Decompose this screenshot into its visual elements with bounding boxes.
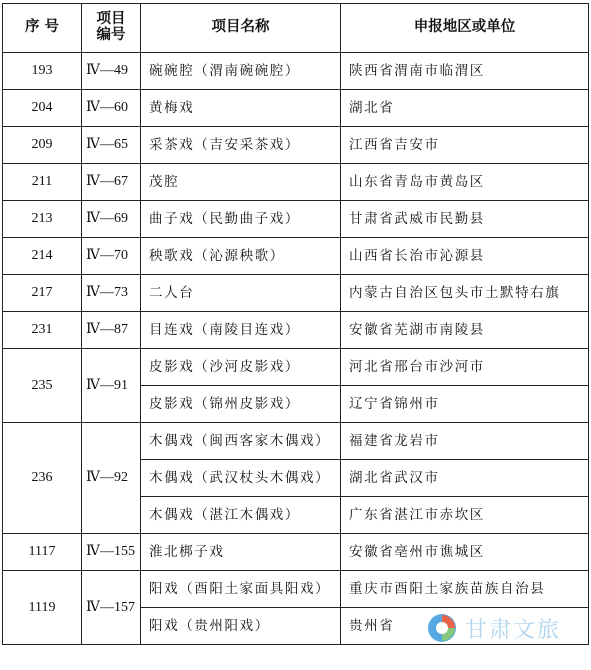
table-row	[3, 53, 589, 90]
cell-name: 木偶戏（闽西客家木偶戏）	[141, 423, 341, 460]
cell-region: 重庆市酉阳土家族苗族自治县	[341, 571, 589, 608]
cell-region: 内蒙古自治区包头市土默特右旗	[341, 275, 589, 312]
cell-region: 甘肃省武威市民勤县	[341, 201, 589, 238]
cell-name: 黄梅戏	[141, 90, 341, 127]
header-region: 申报地区或单位	[341, 4, 589, 53]
table-row	[3, 275, 589, 312]
watermark-text: 甘肃文旅	[465, 617, 562, 643]
cell-seq: 236	[3, 423, 82, 534]
cell-name: 曲子戏（民勤曲子戏）	[141, 201, 341, 238]
cell-name: 木偶戏（湛江木偶戏）	[141, 497, 341, 534]
cell-seq: 1119	[3, 571, 82, 645]
table-header-row	[3, 4, 589, 53]
cell-seq: 214	[3, 238, 82, 275]
watermark	[426, 609, 561, 647]
cell-region: 辽宁省锦州市	[341, 386, 589, 423]
cell-region: 湖北省武汉市	[341, 460, 589, 497]
cell-region: 河北省邢台市沙河市	[341, 349, 589, 386]
cell-region: 福建省龙岩市	[341, 423, 589, 460]
cell-name: 二人台	[141, 275, 341, 312]
cell-name: 皮影戏（锦州皮影戏）	[141, 386, 341, 423]
cell-code: Ⅳ—73	[82, 275, 141, 312]
cell-region: 广东省湛江市赤坎区	[341, 497, 589, 534]
table-row	[3, 534, 589, 571]
cell-code: Ⅳ—157	[82, 571, 141, 645]
cell-seq: 204	[3, 90, 82, 127]
cell-code: Ⅳ—91	[82, 349, 141, 423]
cell-seq: 235	[3, 349, 82, 423]
cell-name: 采茶戏（吉安采茶戏）	[141, 127, 341, 164]
gansu-culture-tourism-logo-icon	[426, 612, 458, 644]
cell-region: 安徽省芜湖市南陵县	[341, 312, 589, 349]
header-name: 项目名称	[141, 4, 341, 53]
cell-name: 秧歌戏（沁源秧歌）	[141, 238, 341, 275]
table-body	[3, 53, 589, 645]
table-row	[3, 90, 589, 127]
cell-region: 山西省长治市沁源县	[341, 238, 589, 275]
cell-seq: 213	[3, 201, 82, 238]
cell-name: 阳戏（贵州阳戏）	[141, 608, 341, 645]
table-row	[3, 164, 589, 201]
header-seq: 序 号	[3, 4, 82, 53]
cell-name: 木偶戏（武汉杖头木偶戏）	[141, 460, 341, 497]
cell-code: Ⅳ—49	[82, 53, 141, 90]
cell-region: 山东省青岛市黄岛区	[341, 164, 589, 201]
cell-name: 阳戏（酉阳土家面具阳戏）	[141, 571, 341, 608]
cell-code: Ⅳ—67	[82, 164, 141, 201]
table-row	[3, 423, 589, 460]
cell-name: 目连戏（南陵目连戏）	[141, 312, 341, 349]
cell-region: 贵州省	[341, 608, 589, 645]
cell-region: 安徽省亳州市谯城区	[341, 534, 589, 571]
cell-seq: 217	[3, 275, 82, 312]
header-code-line2: 编号	[96, 27, 126, 43]
cell-seq: 231	[3, 312, 82, 349]
cell-code: Ⅳ—92	[82, 423, 141, 534]
cell-code: Ⅳ—65	[82, 127, 141, 164]
cell-seq: 211	[3, 164, 82, 201]
table-row	[3, 349, 589, 386]
cell-region: 陕西省渭南市临渭区	[341, 53, 589, 90]
cell-code: Ⅳ—60	[82, 90, 141, 127]
cell-region: 江西省吉安市	[341, 127, 589, 164]
cell-seq: 193	[3, 53, 82, 90]
cell-region: 湖北省	[341, 90, 589, 127]
table-row	[3, 127, 589, 164]
cell-name: 碗碗腔（渭南碗碗腔）	[141, 53, 341, 90]
cell-code: Ⅳ—69	[82, 201, 141, 238]
table-row	[3, 238, 589, 275]
header-code	[82, 4, 141, 53]
cell-seq: 1117	[3, 534, 82, 571]
cell-seq: 209	[3, 127, 82, 164]
table-row	[3, 571, 589, 608]
cell-code: Ⅳ—87	[82, 312, 141, 349]
cell-code: Ⅳ—70	[82, 238, 141, 275]
cell-name: 皮影戏（沙河皮影戏）	[141, 349, 341, 386]
cell-code: Ⅳ—155	[82, 534, 141, 571]
cell-name: 茂腔	[141, 164, 341, 201]
header-code-line1: 项目	[96, 11, 126, 28]
cell-name: 淮北梆子戏	[141, 534, 341, 571]
table-row	[3, 312, 589, 349]
heritage-list-table	[2, 3, 589, 645]
table-row	[3, 201, 589, 238]
